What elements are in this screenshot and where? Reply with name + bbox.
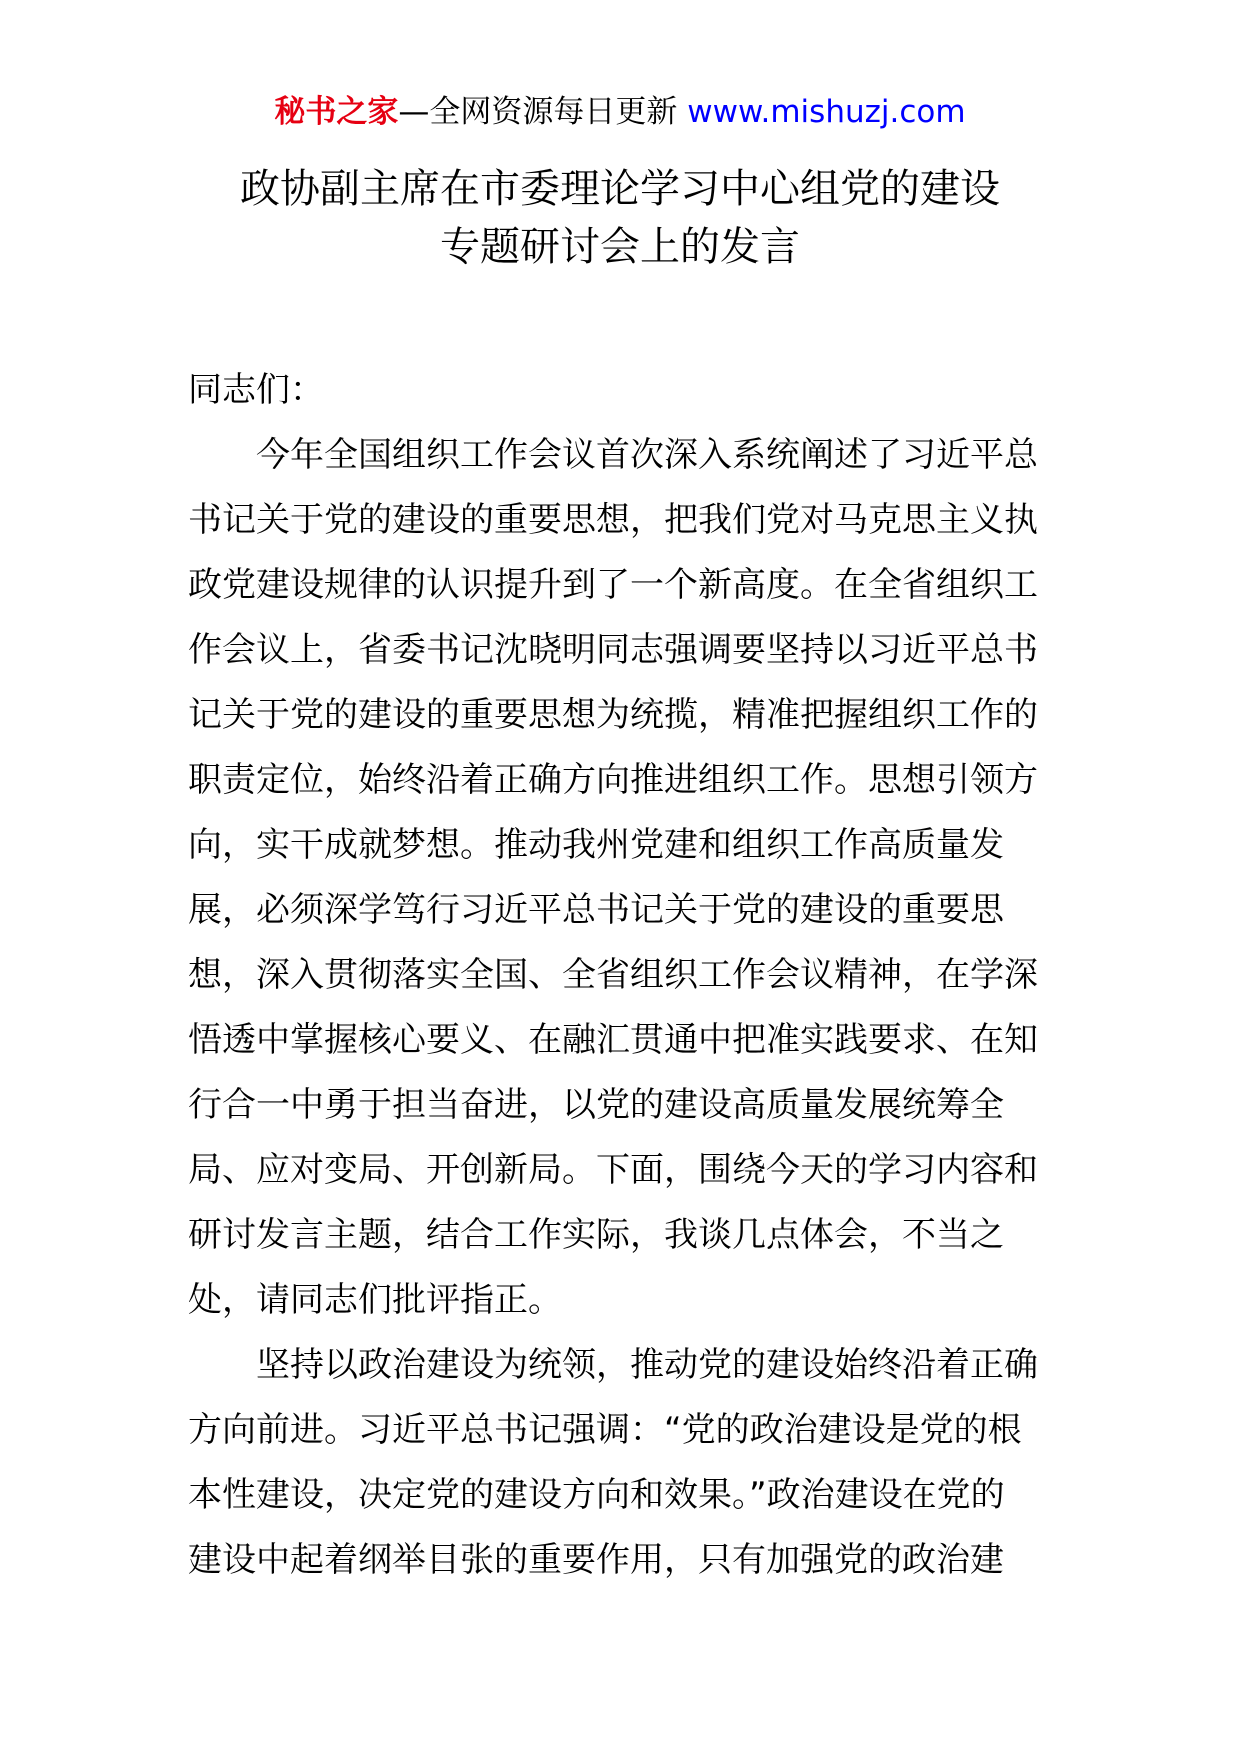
body-line: 作会议上，省委书记沈晓明同志强调要坚持以习近平总书	[188, 630, 1038, 670]
body-line: 书记关于党的建设的重要思想，把我们党对马克思主义执	[188, 500, 1038, 540]
site-tagline: —全网资源每日更新	[398, 94, 688, 130]
title-line-1: 政协副主席在市委理论学习中心组党的建设	[240, 166, 1000, 212]
title-line-2: 专题研讨会上的发言	[440, 224, 800, 270]
paragraph-1	[188, 423, 1058, 1333]
body-line: 行合一中勇于担当奋进，以党的建设高质量发展统筹全	[188, 1085, 1004, 1125]
body-line: 向，实干成就梦想。推动我州党建和组织工作高质量发	[188, 825, 1004, 865]
body-line: 悟透中掌握核心要义、在融汇贯通中把准实践要求、在知	[188, 1020, 1038, 1060]
paragraph-2	[188, 1333, 1058, 1593]
site-header	[0, 90, 1240, 134]
body-line: 职责定位，始终沿着正确方向推进组织工作。思想引领方	[188, 760, 1038, 800]
body-line: 展，必须深学笃行习近平总书记关于党的建设的重要思	[188, 890, 1004, 930]
body-line: 处，请同志们批评指正。	[188, 1280, 562, 1320]
body-line: 记关于党的建设的重要思想为统揽，精准把握组织工作的	[188, 695, 1038, 735]
site-url-link[interactable]: www.mishuzj.com	[687, 94, 966, 130]
body-line: 局、应对变局、开创新局。下面，围绕今天的学习内容和	[188, 1150, 1038, 1190]
brand-name: 秘书之家	[274, 94, 399, 130]
body-line: 想，深入贯彻落实全国、全省组织工作会议精神，在学深	[188, 955, 1038, 995]
document-title	[0, 160, 1240, 276]
body-line: 本性建设，决定党的建设方向和效果。”政治建设在党的	[188, 1475, 1005, 1515]
body-line: 方向前进。习近平总书记强调：“党的政治建设是党的根	[188, 1410, 1022, 1450]
body-line: 建设中起着纲举目张的重要作用，只有加强党的政治建	[188, 1540, 1004, 1580]
body-line: 政党建设规律的认识提升到了一个新高度。在全省组织工	[188, 565, 1038, 605]
body-line: 坚持以政治建设为统领，推动党的建设始终沿着正确	[256, 1345, 1038, 1385]
body-line: 研讨发言主题，结合工作实际，我谈几点体会，不当之	[188, 1215, 1004, 1255]
document-body	[188, 358, 1058, 1593]
body-line: 今年全国组织工作会议首次深入系统阐述了习近平总	[256, 435, 1038, 475]
salutation: 同志们：	[188, 370, 324, 410]
